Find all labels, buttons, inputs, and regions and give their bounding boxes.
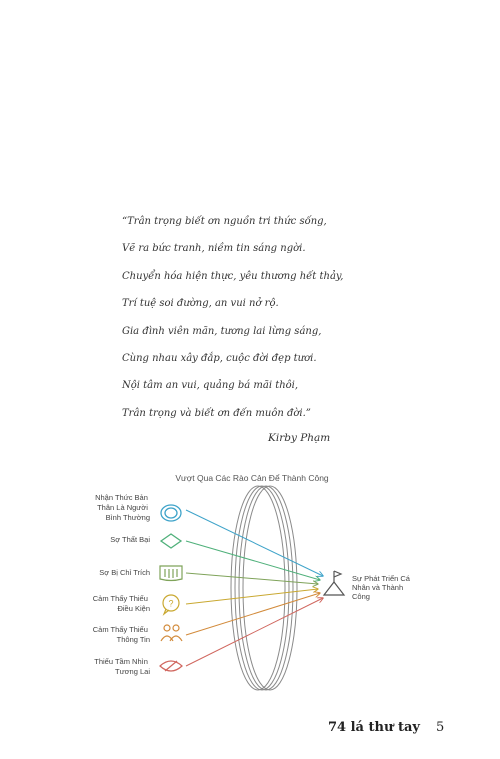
book-title: 74 lá thư tay <box>328 720 420 735</box>
poem-line: Chuyển hóa hiện thực, yêu thương hết thảy, <box>122 270 344 282</box>
page-number: 5 <box>436 720 445 735</box>
barriers-diagram <box>0 468 500 698</box>
outcome <box>324 571 412 601</box>
barrier-label: Cảm Thấy Thiếu Thông Tin <box>92 625 150 644</box>
barrier-label: Sợ Thất Bại <box>110 535 150 544</box>
arrow-line <box>186 598 323 666</box>
diagram-title: Vượt Qua Các Rào Cản Để Thành Công <box>175 473 329 483</box>
svg-text:?: ? <box>168 598 174 609</box>
poem-line: Trân trọng và biết ơn đến muôn đời.” <box>122 407 311 419</box>
people-icon <box>161 625 182 641</box>
question-bubble-icon <box>163 595 179 614</box>
arrow-line <box>186 593 320 635</box>
poem-line: Gia đình viên mãn, tương lai lừng sáng, <box>122 325 322 337</box>
arrow-line <box>186 510 323 576</box>
barrier-label: Cảm Thấy Thiếu Điều Kiện <box>92 594 150 613</box>
poem-line: Nội tâm an vui, quảng bá mãi thôi, <box>122 380 299 392</box>
head-outline-icon <box>161 505 181 521</box>
scroll-icon <box>160 566 182 581</box>
barrier-label: Sợ Bị Chỉ Trích <box>99 568 150 577</box>
mountain-flag-icon <box>324 571 344 595</box>
eye-icon <box>160 661 182 671</box>
barrier-label: Nhận Thức Bản Thân Là Người Bình Thường <box>95 493 150 522</box>
barrier-lens <box>231 486 297 690</box>
arrow-line <box>186 589 318 604</box>
arrow-line <box>186 541 320 580</box>
poem <box>122 212 372 431</box>
poem-author: Kirby Phạm <box>268 432 331 444</box>
poem-line: Vẽ ra bức tranh, niềm tin sáng ngời. <box>122 243 306 255</box>
diamond-icon <box>161 534 181 548</box>
poem-line: “Trân trọng biết ơn nguồn tri thức sống, <box>122 216 327 227</box>
poem-line: Cùng nhau xây đắp, cuộc đời đẹp tươi. <box>122 352 317 364</box>
barrier-label: Thiếu Tầm Nhìn Tương Lai <box>94 657 150 676</box>
outcome-label: Sự Phát Triển Cá Nhân và Thành Công <box>352 574 410 601</box>
arrow-line <box>186 573 318 584</box>
poem-line: Trí tuệ soi đường, an vui nở rộ. <box>122 298 279 310</box>
